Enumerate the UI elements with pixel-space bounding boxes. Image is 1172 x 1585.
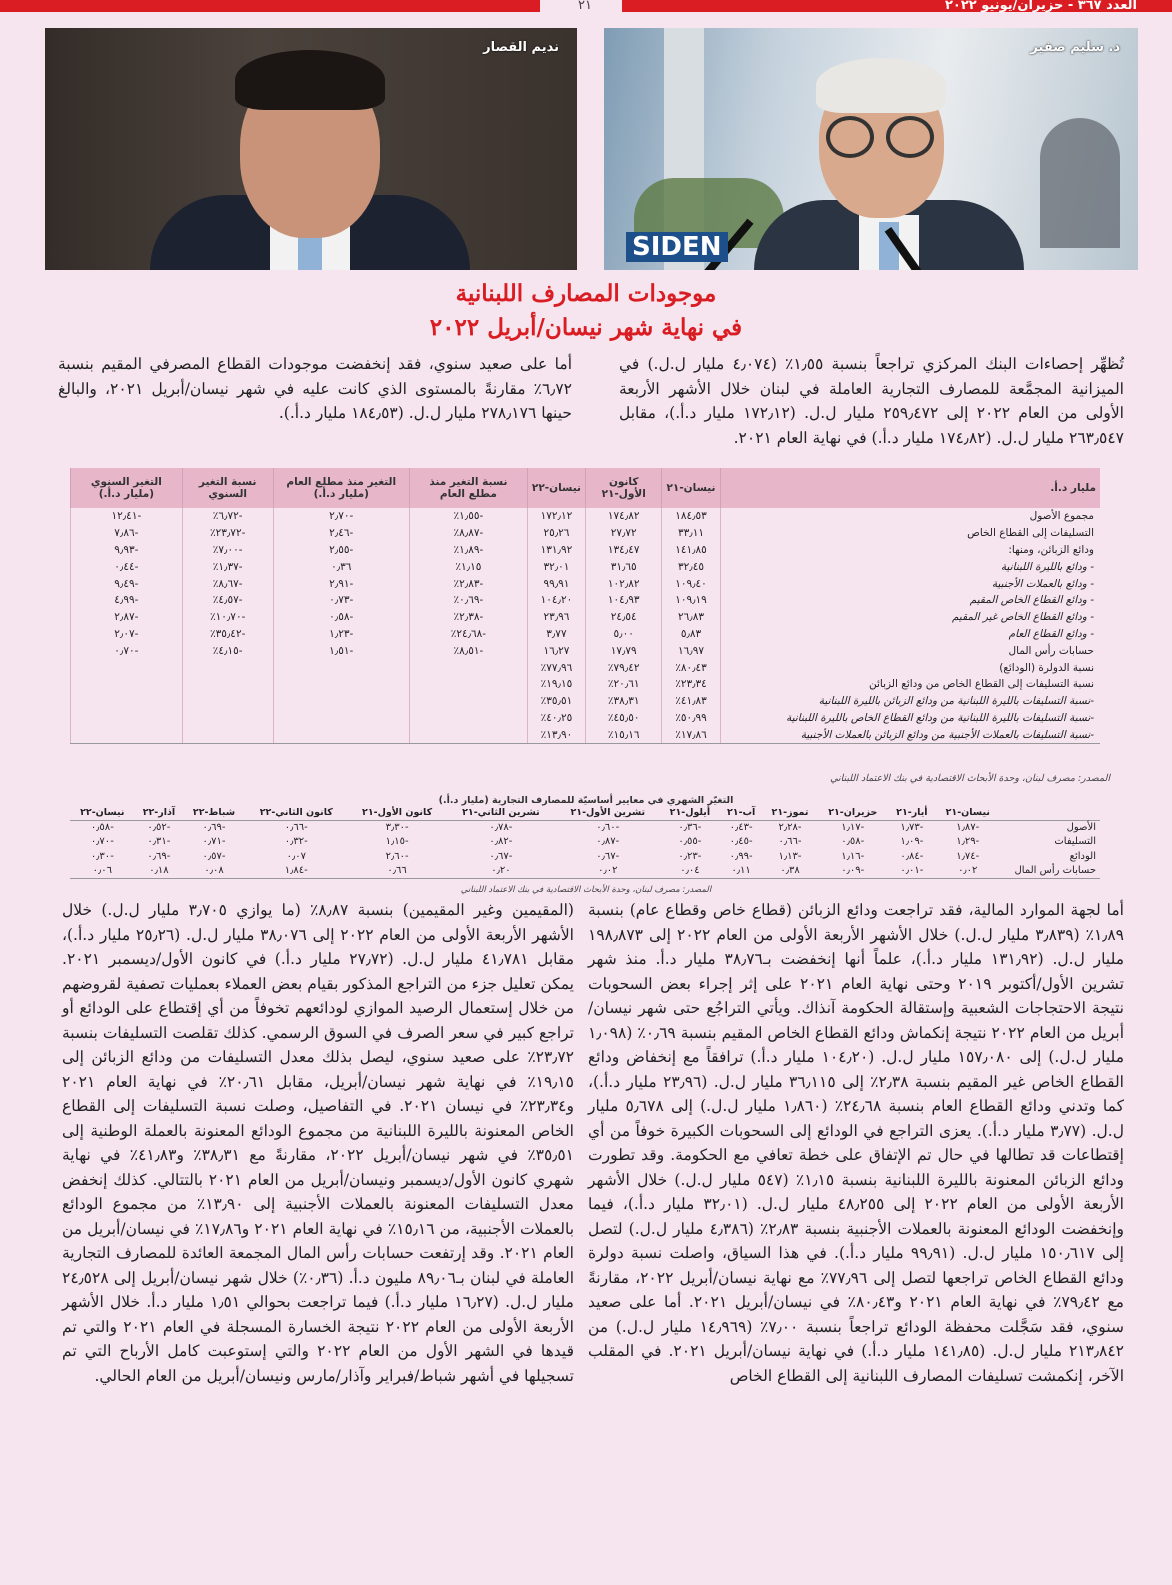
table-cell: ١٣٤٫٤٧: [585, 542, 662, 559]
table-cell: ٥٫٠٠: [585, 626, 662, 643]
table-cell: -٢٫٨٣٪: [409, 575, 527, 592]
table-cell: -٢٫٥٥: [273, 542, 409, 559]
table-cell: ١٧٫٨٦٪: [662, 726, 720, 743]
table-cell: -٠٫٤٤: [71, 558, 183, 575]
table-cell: [182, 676, 273, 693]
table-cell: -٨٫٦٧٪: [182, 575, 273, 592]
table-cell: -٠٫٧٨: [489, 822, 513, 833]
table-cell: ١٣٫٩٠٪: [527, 726, 585, 743]
table-row: [71, 626, 1101, 643]
table-cell: [273, 676, 409, 693]
table-cell: -٠٫٦٧: [596, 850, 620, 862]
table-header: كانون الأول-٢١: [348, 806, 447, 820]
table-cell: -٢٫٨٧: [71, 609, 183, 626]
table-cell: ٠٫٦٦: [348, 864, 447, 879]
table-cell: -٠٫٣٦: [678, 822, 702, 833]
table-cell: -١٫٨٧: [956, 822, 980, 833]
table-cell: -٠٫٥٨: [841, 836, 865, 848]
table-cell: -٤٫٩٩: [71, 592, 183, 609]
table-header: نسبة التغير منذ مطلع العام: [409, 468, 527, 508]
table-cell: ١٠٤٫٢٠: [527, 592, 585, 609]
table-cell: -٠٫٨٧: [596, 836, 620, 848]
table-cell: -٤٫٥٧٪: [182, 592, 273, 609]
table-cell: ٢٦٫٨٣: [662, 609, 720, 626]
header-bar: [0, 0, 1172, 16]
table-row: [71, 558, 1101, 575]
table-cell: -٢٣٫٧٢٪: [182, 525, 273, 542]
table-cell: -٨٫٨٧٪: [409, 525, 527, 542]
table-cell: -٠٫٥٧: [202, 850, 226, 862]
table-cell: ٠٫٠٢: [555, 864, 660, 879]
photo-caption: نديم القصار: [483, 40, 559, 55]
table-cell: ٢٤٫٥٤: [585, 609, 662, 626]
table-row: [70, 820, 1100, 835]
table-header: نسبة التغير السنوي: [182, 468, 273, 508]
table-cell: ١٠٢٫٨٢: [585, 575, 662, 592]
table-cell: ٤٠٫٢٥٪: [527, 710, 585, 727]
table-cell: ٣٣٫١١: [662, 525, 720, 542]
table-cell: -٠٫٣١: [147, 836, 171, 848]
table-cell: -٢٫٢٨: [778, 822, 802, 833]
table-cell: [409, 693, 527, 710]
monthly-table-source: المصدر: مصرف لبنان، وحدة الأبحاث الاقتصادية في بنك الاعتماد اللبناني: [460, 885, 712, 895]
table-row: [71, 609, 1101, 626]
table-row: [71, 542, 1101, 559]
table-cell: ٢٠٫٦١٪: [585, 676, 662, 693]
table-cell: [71, 726, 183, 743]
row-label: - ودائع بالليرة اللبنانية: [720, 558, 1100, 575]
table-cell: ٠٫٢٠: [446, 864, 555, 879]
table-header: كانون الأول-٢١: [585, 468, 662, 508]
table-header: نيسان-٢٢: [527, 468, 585, 508]
table-cell: -٠٫٩٩: [729, 850, 753, 862]
table-row: [71, 676, 1101, 693]
table-cell: [71, 693, 183, 710]
table-cell: ٢٣٫٩٦: [527, 609, 585, 626]
table-cell: ٧٩٫٤٢٪: [585, 659, 662, 676]
table-cell: -٠٫٢٣: [678, 850, 702, 862]
intro-paragraph-left: أما على صعيد سنوي، فقد إنخفضت موجودات القطاع المصرفي المقيم بنسبة ٦٫٧٢٪ مقارنةً بالمستوى الذي كانت عليه في شهر نيسان/أبريل ٢٠٢١، والبالغ حينها ٢٧٨٫١٧٦ مليار ل.ل. (١٨٤٫٥٣ مليار د.أ.).: [58, 355, 572, 422]
row-label: - ودائع القطاع العام: [720, 626, 1100, 643]
table-cell: -٠٫٥٨: [273, 609, 409, 626]
table-cell: ٠٫٠٧: [286, 850, 306, 862]
table-cell: -٢٫٦٠: [385, 850, 409, 862]
table-cell: ١٣١٫٩٢: [527, 542, 585, 559]
table-cell: ٠٫٠٨: [183, 864, 245, 879]
table-cell: -١٫١٧: [841, 822, 865, 833]
table-header: نيسان-٢٢: [70, 806, 135, 820]
table-cell: -١٫٥١: [273, 642, 409, 659]
table-cell: -١٫١٦: [841, 850, 865, 862]
table-cell: -٠٫٠١: [888, 864, 935, 879]
table-cell: -٧٫٠٠٪: [182, 542, 273, 559]
table-row: [70, 849, 1100, 864]
table-row: [70, 835, 1100, 850]
table-row: [71, 575, 1101, 592]
photo-caption: د. سليم صفير: [1030, 40, 1120, 55]
table-header: أيلول-٢١: [660, 806, 719, 820]
table-cell: -٢٤٫٦٨٪: [409, 626, 527, 643]
table-cell: ٨٠٫٤٣٪: [662, 659, 720, 676]
table-cell: -٠٫٦٧: [489, 850, 513, 862]
table-cell: ٠٫١١: [720, 864, 763, 879]
monthly-change-table: [70, 806, 1100, 879]
table-header: [1000, 806, 1100, 820]
table-cell: -٠٫٧١: [202, 836, 226, 848]
table-cell: -٠٫٦٦: [284, 822, 308, 833]
table-cell: ٠٫١٨: [135, 864, 184, 879]
table-cell: -١٠٫٧٠٪: [182, 609, 273, 626]
table-cell: ٤٥٫٥٠٪: [585, 710, 662, 727]
table-cell: -٢٫٩١: [273, 575, 409, 592]
row-label: حسابات رأس المال: [1000, 864, 1100, 879]
table-cell: -٠٫٦٦: [778, 836, 802, 848]
table-cell: -١٫٣٧٪: [182, 558, 273, 575]
table-row: [71, 659, 1101, 676]
table-header: أيار-٢١: [888, 806, 935, 820]
row-label: -نسبة التسليفات بالعملات الأجنبية من ودائع الزبائن بالعملات الأجنبية: [720, 726, 1100, 743]
table-header: تشرين الأول-٢١: [555, 806, 660, 820]
assets-table: [70, 468, 1100, 744]
table-source: المصدر: مصرف لبنان، وحدة الأبحاث الاقتصادية في بنك الاعتماد اللبناني: [830, 773, 1110, 784]
table-cell: -١٫٨٩٪: [409, 542, 527, 559]
table-cell: [71, 710, 183, 727]
page-number: ٢١: [578, 0, 592, 13]
table-cell: -١٫٢٩: [956, 836, 980, 848]
table-row: [71, 710, 1101, 727]
table-cell: -٠٫٧٠: [90, 836, 114, 848]
table-cell: ٧٧٫٩٦٪: [527, 659, 585, 676]
building-arch: [1040, 118, 1120, 248]
table-cell: ١٦٫٢٧: [527, 642, 585, 659]
sign-logo: SIDEN: [626, 232, 728, 262]
table-cell: ٣٢٫٤٥: [662, 558, 720, 575]
table-cell: -١٫٨٤: [245, 864, 348, 879]
row-label: التسليفات إلى القطاع الخاص: [720, 525, 1100, 542]
photo-salim-sfeir: [604, 28, 1138, 270]
table-cell: ١٨٤٫٥٣: [662, 508, 720, 525]
table-cell: -٠٫٦٩: [202, 822, 226, 833]
row-label: مجموع الأصول: [720, 508, 1100, 525]
table-header: نيسان-٢١: [662, 468, 720, 508]
table-row: [71, 642, 1101, 659]
table-cell: ١٠٩٫٤٠: [662, 575, 720, 592]
table-cell: -٢٫٠٧: [71, 626, 183, 643]
table-cell: [409, 726, 527, 743]
table-cell: [182, 659, 273, 676]
table-cell: -٤٫١٥٪: [182, 642, 273, 659]
table-cell: ٠٫٣٨: [763, 864, 818, 879]
row-label: التسليفات: [1054, 836, 1096, 848]
table-cell: ٠٫٣٦: [273, 558, 409, 575]
table-header: التغير السنوي (مليار د.أ.): [71, 468, 183, 508]
table-row: [71, 525, 1101, 542]
table-cell: ٣٥٫٥١٪: [527, 693, 585, 710]
table-cell: -٠٫٦٩: [147, 850, 171, 862]
table-cell: -١٫٢٣: [273, 626, 409, 643]
table-cell: [182, 693, 273, 710]
table-cell: ١٧٢٫١٢: [527, 508, 585, 525]
table-cell: -٨٫٥١٪: [409, 642, 527, 659]
body-paragraph-left: (المقيمين وغير المقيمين) بنسبة ٨٫٨٧٪ (ما يوازي ٣٫٧٠٥ مليار ل.ل.) خلال الأشهر الأربعة الأولى من العام ٢٠٢٢ إلى ٣٨٫٠٧٦ مليار ل.ل. (٢٥٫٢٦ مليار د.أ.)، مقابل ٤١٫٧٨١ مليار ل.ل. (٢٧٫٧٢ مليار د.أ.) في كانون الأول/ديسمبر ٢٠٢١. يمكن تعليل جزء من التراجع المذكور بقيام بعض العملاء بعمليات تصفية لقروضهم من خلال إستعمال الرصيد الموازي لودائعهم تخوفاً من أي إقتطاع على الودائع أو تراجع كبير في سعر الصرف في السوق الرسمي. كذلك تقلصت التسليفات بنسبة ٢٣٫٧٢٪ على صعيد سنوي، ليصل بذلك معدل التسليفات من ودائع الزبائن إلى ١٩٫١٥٪ في نهاية شهر نيسان/أبريل، مقابل ٢٠٫٦١٪ في نهاية العام ٢٠٢١ و٢٣٫٣٤٪ في نيسان ٢٠٢١. في التفاصيل، وصلت نسبة التسليفات إلى القطاع الخاص المعنونة بالليرة اللبنانية من مجموع الودائع المعنونة بالعملة الوطنية إلى ٣٥٫٥١٪ في شهر نيسان/أبريل ٢٠٢٢، مقارنةً مع ٣٨٫٣١٪ و٤١٫٨٣٪ في نهاية شهري كانون الأول/ديسمبر ونيسان/أبريل من العام ٢٠٢١ بالتتالي. كذلك إنخفض معدل التسليفات المعنونة بالعملات الأجنبية إلى ١٣٫٩٠٪ من مجموع الودائع بالعملات الأجنبية، من ١٥٫١٦٪ في نهاية العام ٢٠٢١ و١٧٫٨٦٪ في نيسان/أبريل من العام ٢٠٢١. وقد إرتفعت حسابات رأس المال المجمعة العائدة للمصارف التجارية العاملة في لبنان بـ٨٩٫٠٦ مليون د.أ. (٠٫٣٦٪) خلال شهر نيسان/أبريل إلى ٢٤٫٥٢٨ مليار ل.ل. (١٦٫٢٧ مليار د.أ.) فيما تراجعت بحوالي ١٫٥١ مليار د.أ. خلال الأشهر الأربعة الأولى من العام ٢٠٢٢ نتيجة الخسارة المسجلة في العام ٢٠٢١ والتي تم قيدها في الشهر الأول من العام ٢٠٢٢ والتي إستوعبت كامل الأرباح التي تم تسجيلها في أشهر شباط/فبراير وآذار/مارس ونيسان/أبريل من العام الحالي.: [62, 901, 575, 1385]
table-cell: -٠٫٥٥: [678, 836, 702, 848]
table-cell: [273, 693, 409, 710]
table-cell: ٢٧٫٧٢: [585, 525, 662, 542]
table-cell: -٠٫٣٢: [284, 836, 308, 848]
table-cell: -٢٫٣٨٪: [409, 609, 527, 626]
row-label: الأصول: [1066, 822, 1096, 833]
table-cell: ٠٫٠٢: [936, 864, 1001, 879]
table-row: [71, 508, 1101, 525]
table-cell: ٩٩٫٩١: [527, 575, 585, 592]
table-cell: -٠٫٥٢: [147, 822, 171, 833]
table-cell: ١٥٫١٦٪: [585, 726, 662, 743]
table-cell: ٣٫٧٧: [527, 626, 585, 643]
hair: [235, 50, 385, 110]
table-cell: [182, 710, 273, 727]
table-cell: -٣٥٫٤٢٪: [182, 626, 273, 643]
table-row: [71, 693, 1101, 710]
row-label: ودائع الزبائن، ومنها:: [720, 542, 1100, 559]
header-red-band-left: [0, 0, 540, 12]
photo-nadim-kassar: [45, 28, 577, 270]
table-header: آذار-٢٢: [135, 806, 184, 820]
table-cell: -٠٫٥٨: [90, 822, 114, 833]
table-cell: [273, 726, 409, 743]
table-row: [71, 592, 1101, 609]
hair: [816, 58, 946, 113]
table-header: تموز-٢١: [763, 806, 818, 820]
table-cell: -٠٫٣٠: [90, 850, 114, 862]
body-paragraph-right: أما لجهة الموارد المالية، فقد تراجعت ودائع الزبائن (قطاع خاص وقطاع عام) بنسبة ١٫٨٩٪ (٣٫٨٣٩ مليار ل.ل.) خلال الأشهر الأربعة الأولى من العام ٢٠٢٢ إلى ١٩٨٫٨٧٣ مليار ل.ل. (١٣١٫٩٢ مليار د.أ.)، علماً أنها إنخفضت بـ٣٨٫٧٦ مليار د.أ. منذ شهر تشرين الأول/أكتوبر ٢٠١٩ وحتى نهاية العام ٢٠٢١ على إثر إجراء بعض السحوبات نتيجة الاحتجاجات الشعبية وإستقالة الحكومة آنذاك. ويأتي التراجُع حتى شهر نيسان/أبريل من العام ٢٠٢٢ نتيجة إنكماش ودائع القطاع الخاص المقيم بنسبة ٠٫٦٩٪ (١٫٠٩٨ مليار ل.ل.) إلى ١٥٧٫٠٨٠ مليار ل.ل. (١٠٤٫٢٠ مليار د.أ.) ترافقاً مع إنخفاض ودائع القطاع الخاص غير المقيم بنسبة ٢٫٣٨٪ إلى ٣٦٫١١٥ مليار ل.ل. (٢٣٫٩٦ مليار د.أ.)، كما وتدني ودائع القطاع العام بنسبة ٢٤٫٦٨٪ (١٫٨٦٠ مليار ل.ل.) إلى ٥٫٦٧٨ مليار ل.ل. (٣٫٧٧ مليار د.أ.). يعزى التراجع في الودائع إلى السحوبات الكبيرة خوفاً من أي إقتطاعات قد تطالها في حال تم الإتفاق على خطة تعافي مع الحكومة. وقد تطورت ودائع الزبائن المعنونة بالليرة اللبنانية بنسبة ١٫١٥٪ (٥٤٧ مليار ل.ل.) خلال الأشهر الأربعة الأولى من العام ٢٠٢٢ إلى ٤٨٫٢٥٥ مليار ل.ل. (٣٢٫٠١ مليار د.أ.)، فيما وإنخفضت الودائع المعنونة بالعملات الأجنبية بنسبة ٢٫٨٣٪ (٤٫٣٨٦ مليار ل.ل.) لتصل إلى ١٥٠٫٦١٧ مليار ل.ل. (٩٩٫٩١ مليار د.أ.). في هذا السياق، واصلت نسبة دولرة ودائع القطاع الخاص تراجعها لتصل إلى ٧٧٫٩٦٪ مع نهاية نيسان/أبريل ٢٠٢٢، مقارنةً مع ٧٩٫٤٢٪ في نهاية العام ٢٠٢١ و٨٠٫٤٣٪ في نيسان/أبريل ٢٠٢١. أما على صعيد سنوي، فقد سَجَّلت محفظة الودائع تراجعاً بنسبة ٧٫٠٠٪ (١٤٫٩٦٩ مليار ل.ل.) من ٢١٣٫٨٤٢ مليار ل.ل. (١٤١٫٨٥ مليار د.أ.) في نهاية نيسان/أبريل ٢٠٢١. في المقلب الآخر، إنكمشت تسليفات المصارف اللبنانية إلى القطاع الخاص: [588, 901, 1125, 1385]
row-label: -نسبة التسليفات بالليرة اللبنانية من ودائع الزبائن بالليرة اللبنانية: [720, 693, 1100, 710]
table-cell: [71, 659, 183, 676]
table-cell: ٣١٫٦٥: [585, 558, 662, 575]
row-label: حسابات رأس المال: [720, 642, 1100, 659]
table-cell: ١٧٤٫٨٢: [585, 508, 662, 525]
table-cell: -١٫٧٣: [900, 822, 924, 833]
table-cell: ١٧٫٧٩: [585, 642, 662, 659]
table-header: حزيران-٢١: [817, 806, 888, 820]
row-label: - ودائع بالعملات الأجنبية: [720, 575, 1100, 592]
table-cell: ٢٥٫٢٦: [527, 525, 585, 542]
table-cell: ١٠٩٫١٩: [662, 592, 720, 609]
table-cell: -١٫١٥: [385, 836, 409, 848]
table-cell: -٠٫٧٠: [71, 642, 183, 659]
table-cell: -٠٫٠٩: [817, 864, 888, 879]
table-cell: -٠٫٨٢: [489, 836, 513, 848]
intro-paragraph-right: تُظهِّر إحصاءات البنك المركزي تراجعاً بنسبة ١٫٥٥٪ (٤٫٠٧٤ مليار ل.ل.) في الميزانية المجمَّعة للمصارف التجارية العاملة في لبنان خلال الأشهر الأربعة الأولى من العام ٢٠٢٢ إلى ٢٥٩٫٤٧٢ مليار ل.ل. (١٧٢٫١٢ مليار د.أ.)، مقابل ٢٦٣٫٥٤٧ مليار ل.ل. (١٧٤٫٨٢ مليار د.أ.) في نهاية العام ٢٠٢١.: [619, 355, 1124, 447]
row-label: نسبة الدولرة (الودائع): [720, 659, 1100, 676]
table-cell: [409, 710, 527, 727]
table-row: [70, 864, 1100, 879]
table-cell: [273, 659, 409, 676]
table-cell: ٥٠٫٩٩٪: [662, 710, 720, 727]
table-cell: -٠٫٨٤: [900, 850, 924, 862]
row-label: - ودائع القطاع الخاص غير المقيم: [720, 609, 1100, 626]
table-cell: ٤١٫٨٣٪: [662, 693, 720, 710]
table-cell: -٣٫٣٠: [385, 822, 409, 833]
row-label: - ودائع القطاع الخاص المقيم: [720, 592, 1100, 609]
table-cell: -٩٫٩٣: [71, 542, 183, 559]
table-header: تشرين الثاني-٢١: [446, 806, 555, 820]
table-cell: -٠٫٧٣: [273, 592, 409, 609]
table-cell: ٣٢٫٠١: [527, 558, 585, 575]
table-header: آب-٢١: [720, 806, 763, 820]
table-cell: -٠٫٤٣: [729, 822, 753, 833]
table-cell: ١٤١٫٨٥: [662, 542, 720, 559]
table-cell: ١٠٤٫٩٣: [585, 592, 662, 609]
glasses-right: [886, 116, 934, 158]
table-cell: -٦٫٧٢٪: [182, 508, 273, 525]
row-label: الودائع: [1069, 850, 1096, 862]
table-cell: [273, 710, 409, 727]
table-header: شباط-٢٢: [183, 806, 245, 820]
table-cell: -٢٫٤٦: [273, 525, 409, 542]
row-label: نسبة التسليفات إلى القطاع الخاص من ودائع الزبائن: [720, 676, 1100, 693]
table-cell: -١٫٠٩: [900, 836, 924, 848]
table-cell: -٩٫٤٩: [71, 575, 183, 592]
table-cell: ٠٫٠٤: [660, 864, 719, 879]
table-cell: -٧٫٨٦: [71, 525, 183, 542]
table-cell: -٠٫٦٠: [596, 822, 620, 833]
table-cell: ٣٨٫٣١٪: [585, 693, 662, 710]
table-cell: -١٫٧٤: [956, 850, 980, 862]
table-row: [71, 726, 1101, 743]
table-cell: -٢٫٧٠: [273, 508, 409, 525]
table-cell: ١٩٫١٥٪: [527, 676, 585, 693]
table-cell: -١٫٥٥٪: [409, 508, 527, 525]
table-cell: [182, 726, 273, 743]
table-header: نيسان-٢١: [936, 806, 1001, 820]
table-cell: ٠٫٠٦: [70, 864, 135, 879]
table-header: كانون الثاني-٢٢: [245, 806, 348, 820]
table-cell: [409, 676, 527, 693]
table-cell: ٢٣٫٣٤٪: [662, 676, 720, 693]
issue-label: العدد ٣٦٧ - حزيران/يونيو ٢٠٢٢: [944, 0, 1137, 13]
table-header: التغير منذ مطلع العام (مليار د.أ.): [273, 468, 409, 508]
table-cell: ١٫١٥٪: [409, 558, 527, 575]
table-cell: [71, 676, 183, 693]
article-subtitle: في نهاية شهر نيسان/أبريل ٢٠٢٢: [429, 314, 743, 341]
table-cell: [409, 659, 527, 676]
table-cell: ١٦٫٩٧: [662, 642, 720, 659]
glasses-left: [826, 116, 874, 158]
table-cell: -٠٫٦٩٪: [409, 592, 527, 609]
row-label: -نسبة التسليفات بالليرة اللبنانية من ودائع القطاع الخاص بالليرة اللبنانية: [720, 710, 1100, 727]
table-cell: ٥٫٨٣: [662, 626, 720, 643]
monthly-table-caption: التغيّر الشهري في معايير أساسيّة للمصارف التجارية (مليار د.أ.): [438, 795, 734, 806]
table-cell: -١٫١٣: [778, 850, 802, 862]
article-title: موجودات المصارف اللبنانية: [455, 280, 717, 307]
table-cell: -١٢٫٤١: [71, 508, 183, 525]
table-cell: -٠٫٤٥: [729, 836, 753, 848]
table-header: مليار د.أ.: [720, 468, 1100, 508]
